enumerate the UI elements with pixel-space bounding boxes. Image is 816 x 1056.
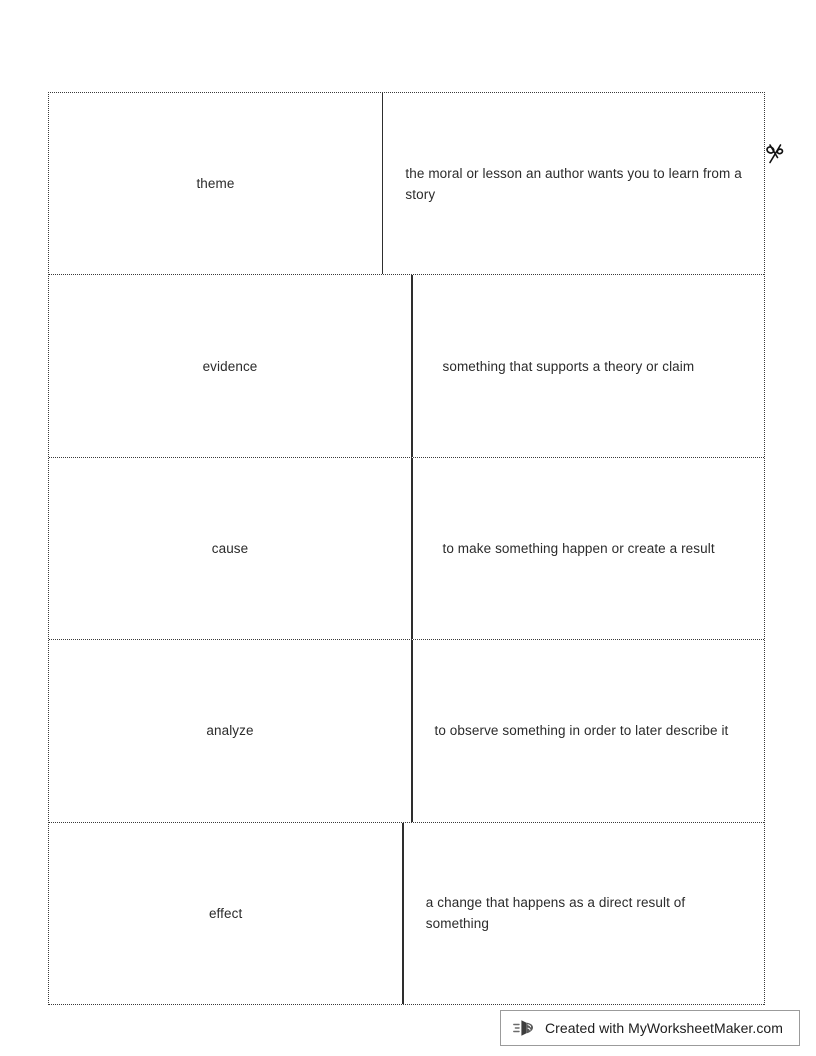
scissors-icon [764,141,786,167]
scissors-glyph [764,141,786,167]
flashcard-term-cell [49,823,402,1004]
flashcard-definition-text: a change that happens as a direct result of something [425,895,686,932]
flashcard-row [49,93,764,275]
flashcard-term-cell [49,458,411,639]
footer-watermark [500,1010,800,1046]
flashcard-definition-text: something that supports a theory or claim [442,358,695,374]
flashcard-definition-cell [413,275,765,456]
footer-watermark-text: Created with MyWorksheetMaker.com [545,1020,783,1036]
flashcard-row [49,458,764,640]
flashcard-definition-text: to make something happen or create a result [442,541,715,557]
flashcard-term-text: evidence [202,358,258,374]
flashcard-term-cell [49,275,411,456]
flashcard-grid [48,92,765,1005]
flashcard-definition-text: to observe something in order to later describe it [434,723,729,739]
flashcard-term-cell [49,93,382,274]
flashcard-definition-cell [413,458,765,639]
flashcard-term-text: theme [196,176,235,192]
flashcard-definition-cell [413,640,765,821]
flashcard-row [49,823,764,1005]
flashcard-term-cell [49,640,411,821]
flashcard-definition-text: the moral or lesson an author wants you to learn from a story [405,165,742,202]
flashcard-term-text: effect [208,905,243,921]
flashcard-definition-cell [383,93,764,274]
flashcard-term-text: analyze [206,723,254,739]
flashcard-row [49,275,764,457]
flashcard-term-text: cause [211,541,249,557]
myworksheetmaker-logo-icon [513,1018,537,1038]
flashcard-definition-cell [404,823,764,1004]
flashcard-row [49,640,764,822]
